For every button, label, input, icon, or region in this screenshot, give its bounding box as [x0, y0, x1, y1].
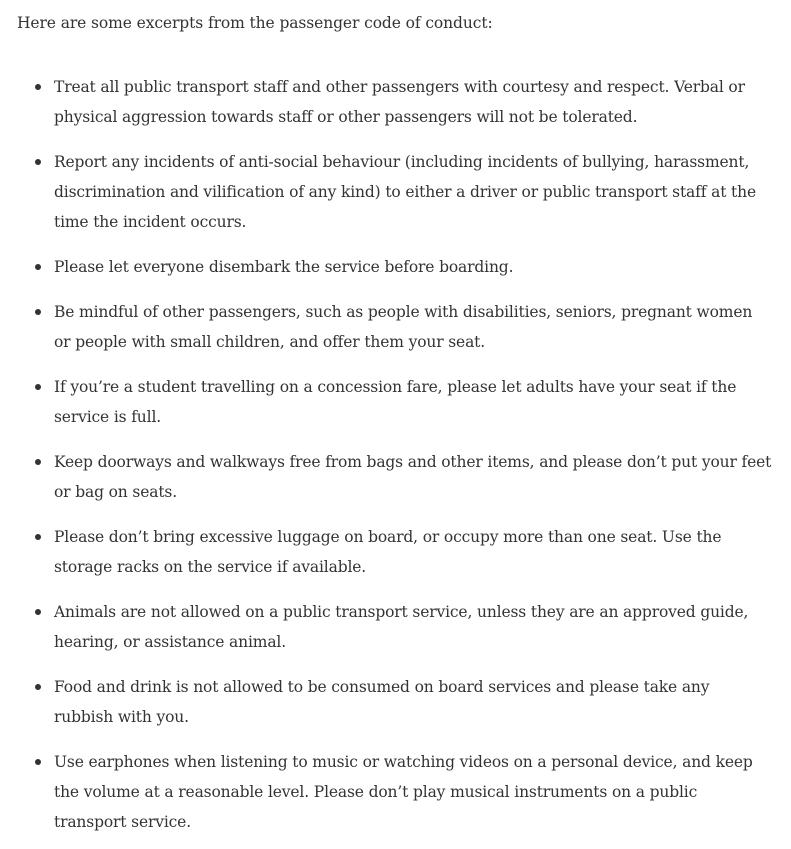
list-item [17, 747, 773, 837]
bullet-icon [35, 759, 41, 765]
list-item-text: Keep doorways and walkways free from bags and other items, and please don’t put your feet or bag on seats. [54, 453, 772, 501]
code-of-conduct-list [17, 72, 773, 837]
bullet-icon [35, 384, 41, 390]
list-item-text: If you’re a student travelling on a concession fare, please let adults have your seat if the service is full. [54, 378, 737, 426]
list-item-text: Animals are not allowed on a public transport service, unless they are an approved guide, hearing, or assistance animal. [54, 603, 749, 651]
list-item [17, 297, 773, 357]
list-item [17, 522, 773, 582]
list-item [17, 252, 773, 282]
list-item-text: Food and drink is not allowed to be consumed on board services and please take any rubbish with you. [54, 678, 710, 726]
list-item-text: Please don’t bring excessive luggage on board, or occupy more than one seat. Use the storage racks on the service if available. [54, 528, 722, 576]
list-item [17, 672, 773, 732]
list-item [17, 597, 773, 657]
intro-text: Here are some excerpts from the passenger code of conduct: [17, 14, 493, 32]
list-item-text: Please let everyone disembark the service before boarding. [54, 258, 514, 276]
list-item [17, 147, 773, 237]
bullet-icon [35, 534, 41, 540]
bullet-icon [35, 609, 41, 615]
list-item-text: Be mindful of other passengers, such as people with disabilities, seniors, pregnant women or people with small children, and offer them your seat. [54, 303, 753, 351]
list-item [17, 372, 773, 432]
list-item-text: Treat all public transport staff and other passengers with courtesy and respect. Verbal or physical aggression towards staff or other passengers will not be tolerated. [54, 78, 745, 126]
bullet-icon [35, 84, 41, 90]
bullet-icon [35, 309, 41, 315]
bullet-icon [35, 684, 41, 690]
bullet-icon [35, 159, 41, 165]
bullet-icon [35, 459, 41, 465]
bullet-icon [35, 264, 41, 270]
list-item-text: Use earphones when listening to music or watching videos on a personal device, and keep the volume at a reasonable level. Please don’t play musical instruments on a public transport service. [54, 753, 753, 831]
list-item [17, 447, 773, 507]
list-item-text: Report any incidents of anti-social behaviour (including incidents of bullying, harassment, discrimination and vilification of any kind) to either a driver or public transport staff at the time the incident occurs. [54, 153, 756, 231]
list-item [17, 72, 773, 132]
